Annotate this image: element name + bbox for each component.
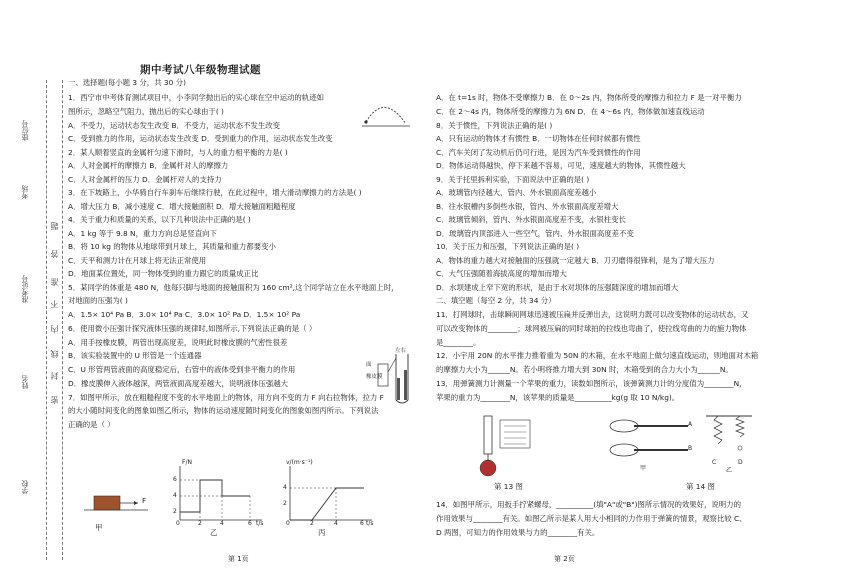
spring-label-c: C xyxy=(712,459,717,466)
left-text-line: 5．某同学的体重是 480 N，他每只脚与地面的接触面积为 160 cm²,这个同学站立在水平地面上时， xyxy=(68,283,399,292)
right-text-line: 的摩擦力大小为______N。若小明将推力增大到 30N 时，木箱受到的合力大小为______N。 xyxy=(436,365,733,374)
gauge-label: 橡皮膜 xyxy=(366,374,383,380)
left-text-line: 7．如图甲所示，放在粗糙程度不变的水平地面上的物体，用方向不变的力 F 向右拉物体，拉力 F xyxy=(68,393,384,402)
tick-x: 4 xyxy=(334,520,338,527)
left-text-line: 一、选择题(每小题 3 分，共 30 分) xyxy=(68,78,186,87)
right-text-line: 是________。 xyxy=(436,338,481,347)
tick-y: 2 xyxy=(283,500,287,507)
tick-x: 2 xyxy=(198,520,202,527)
right-text-line: A．在 t=1s 时，物体不受摩擦力 B．在 0～2s 内，物体所受的摩擦力和拉力 F 是一对平衡力 xyxy=(436,93,742,102)
right-text-line: 8．关于惯性，下列说法正确的是( ) xyxy=(436,121,553,130)
tick-x: 0 xyxy=(286,520,290,527)
left-text-line: C．人对金属杆的压力 D．金属杆对人的支持力 xyxy=(68,175,222,184)
velocity-time-graph xyxy=(280,464,380,526)
tick-y: 4 xyxy=(173,492,177,499)
tick-y: 6 xyxy=(173,476,177,483)
force-label: F xyxy=(142,496,147,505)
left-text-line: A．1.5× 10⁴ Pa B．3.0× 10⁴ Pa C．3.0× 10² Pa D．1.5× 10² Pa xyxy=(68,310,301,319)
left-text-line: 6．使用微小压强计探究液体压强的规律时,如图所示,下列说法正确的是（ ） xyxy=(68,324,317,333)
left-text-line: D．橡皮膜伸入液体越深，两管液面高度差越大，说明液体压强越大 xyxy=(68,379,289,388)
gauge-label: 左右 xyxy=(395,348,407,354)
right-text-line: 11．打网球时，击球瞬间网球迅速被压扁并反弹出去，这说明力既可以改变物体的运动状态，又 xyxy=(436,310,749,319)
fig-label-yi: 乙 xyxy=(210,528,218,537)
seal-char: 不 xyxy=(50,300,59,308)
wrench-label-b: B xyxy=(688,445,693,452)
left-text-line: C．天平和测力计在月球上将无法正常使用 xyxy=(68,256,207,265)
right-text-line: 10．关于压力和压强，下列说法正确的是( ) xyxy=(436,242,580,251)
left-text-line: 图所示，忽略空气阻力，抛出后的实心球由于( ) xyxy=(68,107,224,116)
ticket-number-label: 准考证号 xyxy=(21,275,29,303)
left-text-line: A．1 kg 等于 9.8 N，重力方向总是竖直向下 xyxy=(68,229,217,238)
right-text-line: 12．小宇用 20N 的水平推力推着重为 50N 的木箱，在水平地面上做匀速直线运动，则地面对木箱 xyxy=(436,351,759,360)
binding-line-outer xyxy=(46,80,47,560)
seat-number-label: 座位号 xyxy=(21,120,29,141)
right-text-line: B．往水银槽内多倒些水银，管内、外水银面高度差增大 xyxy=(436,202,619,211)
seal-char: 密 xyxy=(50,396,59,404)
right-text-line: C．汽车关闭了发动机后仍可行进，是因为汽车受到惯性的作用 xyxy=(436,148,641,157)
left-text-line: B．该实验装置中的 U 形管是一个连通器 xyxy=(68,351,202,360)
tick-x: 6 xyxy=(360,520,364,527)
right-text-line: 作用效果与________有关。如图乙所示是某人用大小相同的力作用于弹簧的情景，观察比较 C、 xyxy=(436,514,747,523)
seal-char: 题 xyxy=(50,222,59,230)
fig14-caption: 第 14 图 xyxy=(686,482,715,491)
right-text-line: A．玻璃管内径越大，管内、外水银面高度差越小 xyxy=(436,188,597,197)
left-text-line: A．增大压力 B．减小速度 C．增大接触面积 D．增大接触面粗糙程度 xyxy=(68,202,296,211)
right-text-line: 可以改变物体的________；球网被压扁的同时球拍的拉线也弯曲了，使拉线弯曲的力的施力物体 xyxy=(436,324,747,333)
seal-char: 答 xyxy=(50,250,59,258)
fig-label-jia-14: 甲 xyxy=(640,465,647,472)
fig-label-yi-14: 乙 xyxy=(726,467,733,474)
wrench-figure xyxy=(604,414,700,470)
seal-char: 准 xyxy=(50,278,59,286)
right-text-line: D 两图，可知力的作用效果与力的________有关。 xyxy=(436,528,600,537)
page-number-2: 第 2页 xyxy=(554,555,575,563)
gauge-label: 面 xyxy=(366,362,372,368)
seal-char: 内 xyxy=(50,325,59,333)
wrench-label-a: A xyxy=(688,421,693,428)
name-label: 姓名 xyxy=(21,375,29,389)
right-text-line: C．玻璃管倾斜，管内、外水银面高度差不变，水银柱变长 xyxy=(436,215,626,224)
spring-label-d: D xyxy=(738,459,743,466)
left-text-line: A．用手按橡皮膜，两管出现高度差，说明此时橡皮膜的气密性很差 xyxy=(68,338,288,347)
spring-scale-figure xyxy=(458,414,538,480)
seal-char: 封 xyxy=(50,372,59,380)
tick-y: 4 xyxy=(283,484,287,491)
left-text-line: 的大小随时间变化的图象如图乙所示，物体的运动速度随时间变化的图象如图丙所示。下列说法 xyxy=(68,406,379,415)
right-text-line: 9．关于托里拆利实验，下面说法中正确的是( ) xyxy=(436,175,590,184)
right-text-line: C．大气压强随着海拔高度的增加而增大 xyxy=(436,269,567,278)
right-text-line: D．玻璃管内顶部进入一些空气，管内、外水银面高度差不变 xyxy=(436,229,634,238)
left-text-line: A．不受力，运动状态发生改变 B．不受力，运动状态不发生改变 xyxy=(68,121,281,130)
right-text-line: 二、填空题（每空 2 分，共 34 分） xyxy=(436,296,556,305)
time-label: t/s xyxy=(366,520,374,527)
time-label: t/s xyxy=(256,520,264,527)
fig-label-jia: 甲 xyxy=(95,523,103,532)
exam-room-label: 考场 xyxy=(21,185,29,199)
graph-f-ylabel: F/N xyxy=(182,459,192,466)
trajectory-figure xyxy=(362,96,412,130)
left-text-line: 3．在下坡路上，小华骑自行车刹车后继续行驶，在此过程中，增大滑动摩擦力的方法是( ) xyxy=(68,188,362,197)
left-text-line: 4．关于重力和质量的关系，以下几种说法中正确的是( ) xyxy=(68,215,251,224)
left-text-line: D．地面某位置处，同一物体受到的重力跟它的质量成正比 xyxy=(68,269,259,278)
right-text-line: C．在 2～4s 内，物体所受的摩擦力为 6N D．在 4～6s 内，物体做加速直线运动 xyxy=(436,107,705,116)
tick-x: 4 xyxy=(220,520,224,527)
force-time-graph xyxy=(170,464,270,526)
graph-v-ylabel: v/(m·s⁻¹) xyxy=(286,459,313,466)
left-text-line: 1．西宁市中考体育测试项目中，小李同学抛出后的实心球在空中运动的轨迹如 xyxy=(68,93,324,102)
right-text-line: D．水坝建成上窄下宽的形状，是由于水对坝体的压强随深度的增加而增大 xyxy=(436,283,679,292)
page-number-1: 第 1页 xyxy=(228,555,249,563)
right-text-line: 13．用弹簧测力计测量一个苹果的重力，读数如图所示，该弹簧测力计的分度值为________N， xyxy=(436,379,747,388)
tick-x: 6 xyxy=(248,520,252,527)
left-text-line: 对地面的压强为( ) xyxy=(68,296,128,305)
right-text-line: 14．如图甲所示，用扳手拧紧螺母，__________(填"A"或"B")图所示情况的效果好，说明力的 xyxy=(436,500,741,509)
right-text-line: A．物体的重力越大对接触面的压强就一定越大 B．刀刃磨得很锋利，是为了增大压力 xyxy=(436,256,715,265)
tick-x: 0 xyxy=(176,520,180,527)
fig-label-bing: 丙 xyxy=(318,528,326,537)
left-text-line: C．U 形管两管液面的高度稳定后，右管中的液体受到非平衡力的作用 xyxy=(68,365,296,374)
block-force-figure xyxy=(84,488,154,528)
right-text-line: 苹果的重力为________N，该苹果的质量是__________kg(g 取 10 N/kg)。 xyxy=(436,393,680,402)
seal-char: 线 xyxy=(50,350,59,358)
left-text-line: B．将 10 kg 的物体从地球带到月球上，其质量和重力都要变小 xyxy=(68,242,276,251)
school-label: 学校 xyxy=(21,480,29,494)
left-text-line: 正确的是（ ） xyxy=(68,420,115,429)
fig13-caption: 第 13 图 xyxy=(494,482,523,491)
right-text-line: A．只有运动的物体才有惯性 B．一切物体在任何时候都有惯性 xyxy=(436,134,641,143)
left-text-line: A．人对金属杆的摩擦力 B．金属杆对人的摩擦力 xyxy=(68,161,229,170)
page-title: 期中考试八年级物理试题 xyxy=(140,64,261,76)
binding-line-inner xyxy=(62,80,63,560)
tick-y: 2 xyxy=(173,508,177,515)
left-text-line: C．受到推力的作用，运动状态发生改变 D．受到重力的作用，运动状态发生改变 xyxy=(68,134,333,143)
right-text-line: D．物体运动得越快，停下来越不容易，可见，速度越大的物体，其惯性越大 xyxy=(436,161,686,170)
left-text-line: 2．某人顺着竖直的金属杆匀速下滑时，与人的重力相平衡的力是( ) xyxy=(68,148,288,157)
tick-x: 2 xyxy=(310,520,314,527)
